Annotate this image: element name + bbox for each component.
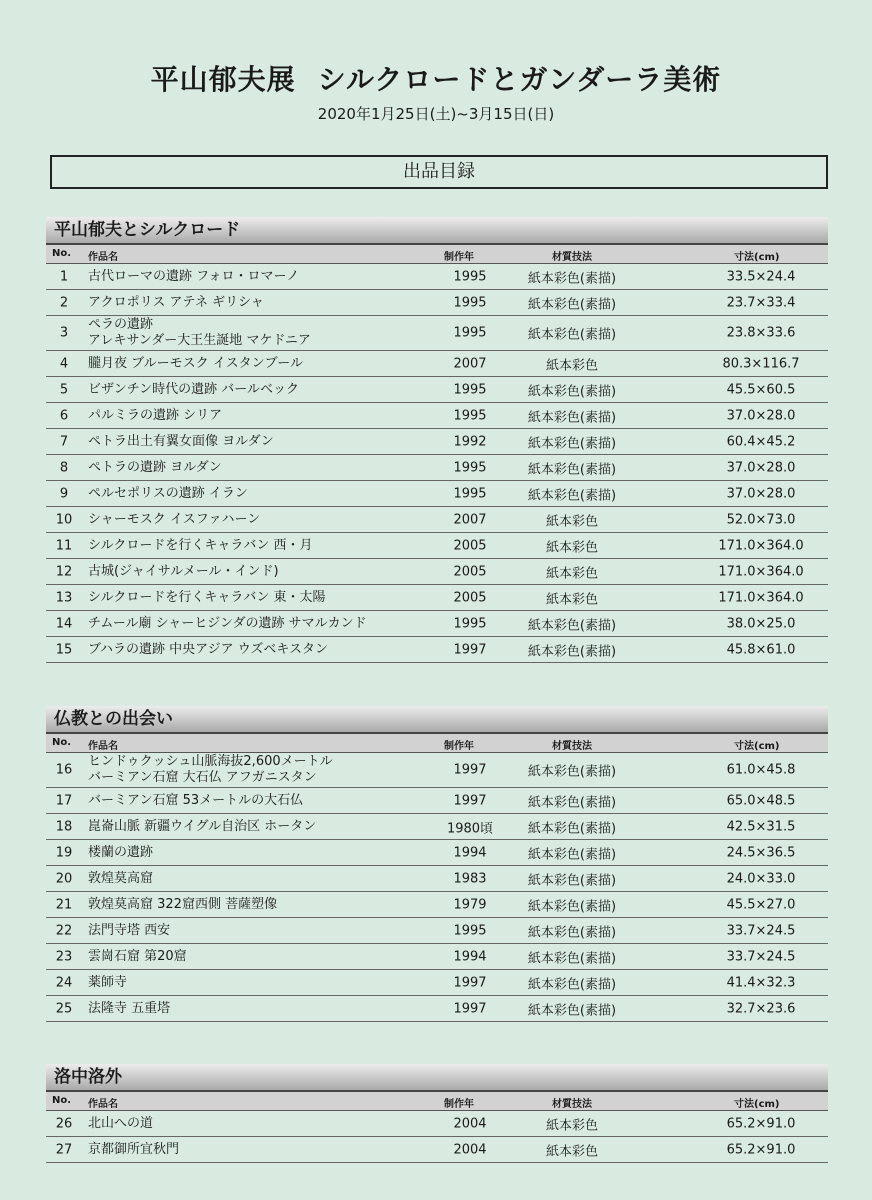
item-medium: 紙本彩色(素描) — [527, 618, 617, 633]
item-size: 171.0×364.0 — [718, 538, 804, 553]
item-size: 65.0×48.5 — [726, 793, 796, 808]
item-size: 24.5×36.5 — [726, 845, 796, 860]
item-year: 1995 — [453, 486, 487, 501]
section-buddhism — [46, 706, 828, 1022]
section-heading: 洛中洛外 — [46, 1064, 828, 1092]
item-size: 37.0×28.0 — [726, 486, 796, 501]
catalog-row — [46, 753, 828, 788]
item-size: 65.2×91.0 — [726, 1142, 796, 1157]
item-size: 171.0×364.0 — [718, 564, 804, 579]
item-year: 1994 — [453, 949, 487, 964]
item-year: 1995 — [453, 408, 487, 423]
item-medium: 紙本彩色 — [545, 1144, 598, 1159]
item-year: 2007 — [453, 512, 487, 527]
item-medium: 紙本彩色(素描) — [527, 436, 617, 451]
catalog-row — [46, 377, 828, 403]
item-year: 2005 — [453, 564, 487, 579]
item-number: 22 — [55, 923, 73, 938]
exhibition-dates: 2020年1月25日(土)~3月15日(日) — [317, 105, 555, 123]
item-year: 1995 — [453, 269, 487, 284]
item-number: 15 — [55, 642, 73, 657]
item-number: 26 — [55, 1116, 73, 1131]
catalog-row — [46, 788, 828, 814]
catalog-row — [46, 507, 828, 533]
item-medium: 紙本彩色(素描) — [527, 925, 617, 940]
item-year: 1980頃 — [446, 821, 494, 836]
item-number: 14 — [55, 616, 73, 631]
item-size: 171.0×364.0 — [718, 590, 804, 605]
item-size: 80.3×116.7 — [722, 356, 800, 371]
item-medium: 紙本彩色(素描) — [527, 297, 617, 312]
item-number: 25 — [55, 1001, 73, 1016]
item-title: 古代ローマの遺跡 フォロ・ロマーノ — [88, 268, 300, 284]
item-number: 8 — [59, 460, 69, 475]
catalog-row — [46, 481, 828, 507]
item-medium: 紙本彩色(素描) — [527, 899, 617, 914]
catalog-row — [46, 944, 828, 970]
catalog-row — [46, 892, 828, 918]
item-size: 41.4×32.3 — [726, 975, 796, 990]
item-medium: 紙本彩色(素描) — [527, 847, 617, 862]
column-medium: 材質技法 — [552, 741, 592, 752]
item-year: 1994 — [453, 845, 487, 860]
item-title: 北山への道 — [88, 1115, 154, 1131]
item-title: 楼蘭の遺跡 — [88, 844, 154, 860]
catalog-row — [46, 290, 828, 316]
item-medium: 紙本彩色(素描) — [527, 271, 617, 286]
item-title: 古城(ジャイサルメール・インド) — [88, 563, 279, 579]
item-number: 7 — [59, 434, 69, 449]
item-number: 27 — [55, 1142, 73, 1157]
item-number: 4 — [59, 356, 69, 371]
item-title: ペルセポリスの遺跡 イラン — [88, 485, 248, 501]
item-title: 敦煌莫高窟 — [88, 870, 154, 886]
item-number: 21 — [55, 897, 73, 912]
item-title: 薬師寺 — [88, 974, 128, 990]
item-number: 3 — [59, 325, 69, 341]
item-number: 17 — [55, 793, 73, 808]
item-year: 1992 — [453, 434, 487, 449]
item-medium: 紙本彩色(素描) — [527, 977, 617, 992]
item-title: ヒンドゥクッシュ山脈海抜2,600メートル バーミアン石窟 大石仏 アフガニスタン — [88, 754, 333, 785]
title-theme: シルクロードとガンダーラ美術 — [317, 63, 722, 96]
catalog-row — [46, 866, 828, 892]
item-medium: 紙本彩色 — [545, 514, 598, 529]
catalog-row — [46, 1111, 828, 1137]
item-title: シルクロードを行くキャラバン 西・月 — [88, 537, 313, 553]
item-medium: 紙本彩色(素描) — [527, 951, 617, 966]
item-number: 18 — [55, 819, 73, 834]
catalog-row — [46, 814, 828, 840]
item-year: 2005 — [453, 590, 487, 605]
item-medium: 紙本彩色(素描) — [527, 462, 617, 477]
item-title: シルクロードを行くキャラバン 東・太陽 — [88, 589, 326, 605]
item-number: 2 — [59, 295, 69, 310]
item-year: 1995 — [453, 325, 487, 341]
item-year: 2004 — [453, 1142, 487, 1157]
item-number: 12 — [55, 564, 73, 579]
item-size: 32.7×23.6 — [726, 1001, 796, 1016]
item-title: アクロポリス アテネ ギリシャ — [88, 294, 264, 310]
item-medium: 紙本彩色(素描) — [527, 327, 617, 343]
item-medium: 紙本彩色 — [545, 566, 598, 581]
item-size: 33.7×24.5 — [726, 949, 796, 964]
catalog-row — [46, 316, 828, 351]
item-title: ブハラの遺跡 中央アジア ウズベキスタン — [88, 641, 329, 657]
catalog-row — [46, 455, 828, 481]
item-size: 24.0×33.0 — [726, 871, 796, 886]
section-heading: 仏教との出会い — [46, 706, 828, 734]
column-size: 寸法(cm) — [734, 252, 780, 263]
column-header-row — [46, 245, 828, 264]
item-title: 法門寺塔 西安 — [88, 922, 171, 938]
column-size: 寸法(cm) — [734, 1099, 780, 1110]
column-no: No. — [52, 248, 72, 259]
exhibition-title — [0, 58, 872, 98]
column-title: 作品名 — [88, 1099, 118, 1110]
catalog-row — [46, 918, 828, 944]
column-no: No. — [52, 1095, 72, 1106]
item-size: 23.8×33.6 — [726, 325, 796, 341]
item-title: 京都御所宜秋門 — [88, 1141, 180, 1157]
column-year: 制作年 — [444, 741, 474, 752]
item-year: 1983 — [453, 871, 487, 886]
catalog-row — [46, 559, 828, 585]
item-number: 6 — [59, 408, 69, 423]
column-size: 寸法(cm) — [734, 741, 780, 752]
item-year: 1995 — [453, 382, 487, 397]
item-size: 23.7×33.4 — [726, 295, 796, 310]
item-size: 52.0×73.0 — [726, 512, 796, 527]
item-number: 1 — [59, 269, 69, 284]
item-medium: 紙本彩色(素描) — [527, 488, 617, 503]
catalog-row — [46, 996, 828, 1022]
column-title: 作品名 — [88, 252, 118, 263]
item-number: 16 — [55, 762, 73, 778]
item-year: 1997 — [453, 975, 487, 990]
item-year: 1995 — [453, 616, 487, 631]
item-number: 11 — [55, 538, 73, 553]
column-year: 制作年 — [444, 252, 474, 263]
item-medium: 紙本彩色(素描) — [527, 764, 617, 780]
column-header-row — [46, 1092, 828, 1111]
catalog-row — [46, 585, 828, 611]
item-year: 2004 — [453, 1116, 487, 1131]
catalog-row — [46, 611, 828, 637]
item-year: 1995 — [453, 923, 487, 938]
catalog-row — [46, 533, 828, 559]
item-title: 敦煌莫高窟 322窟西側 菩薩塑像 — [88, 896, 278, 912]
item-medium: 紙本彩色(素描) — [527, 1003, 617, 1018]
item-title: ビザンチン時代の遺跡 バールベック — [88, 381, 299, 397]
item-year: 2007 — [453, 356, 487, 371]
column-title: 作品名 — [88, 741, 118, 752]
item-title: ペトラ出土有翼女面像 ヨルダン — [88, 433, 274, 449]
item-title: 雲崗石窟 第20窟 — [88, 948, 187, 964]
item-size: 45.5×27.0 — [726, 897, 796, 912]
column-year: 制作年 — [444, 1099, 474, 1110]
column-header-row — [46, 734, 828, 753]
item-medium: 紙本彩色 — [545, 540, 598, 555]
catalog-row — [46, 840, 828, 866]
column-medium: 材質技法 — [552, 1099, 592, 1110]
catalog-row — [46, 970, 828, 996]
item-number: 5 — [59, 382, 69, 397]
item-year: 1997 — [453, 1001, 487, 1016]
item-year: 1995 — [453, 460, 487, 475]
item-title: 崑崙山脈 新疆ウイグル自治区 ホータン — [88, 818, 317, 834]
item-number: 19 — [55, 845, 73, 860]
item-title: パルミラの遺跡 シリア — [88, 407, 223, 423]
section-heading: 平山郁夫とシルクロード — [46, 217, 828, 245]
catalog-row — [46, 637, 828, 663]
column-medium: 材質技法 — [552, 252, 592, 263]
item-year: 1979 — [453, 897, 487, 912]
item-number: 20 — [55, 871, 73, 886]
item-title: シャーモスク イスファハーン — [88, 511, 261, 527]
item-number: 23 — [55, 949, 73, 964]
catalog-row — [46, 351, 828, 377]
item-size: 38.0×25.0 — [726, 616, 796, 631]
item-medium: 紙本彩色(素描) — [527, 795, 617, 810]
item-size: 37.0×28.0 — [726, 460, 796, 475]
column-no: No. — [52, 737, 72, 748]
title-artist: 平山郁夫展 — [150, 63, 296, 96]
item-title: 法隆寺 五重塔 — [88, 1000, 171, 1016]
item-medium: 紙本彩色 — [545, 592, 598, 607]
item-title: ペラの遺跡 アレキサンダー大王生誕地 マケドニア — [88, 317, 311, 348]
item-size: 45.8×61.0 — [726, 642, 796, 657]
item-medium: 紙本彩色(素描) — [527, 873, 617, 888]
item-medium: 紙本彩色(素描) — [527, 821, 617, 836]
catalog-heading: 出品目録 — [50, 155, 828, 189]
item-year: 1995 — [453, 295, 487, 310]
item-size: 33.7×24.5 — [726, 923, 796, 938]
catalog-row — [46, 403, 828, 429]
item-title: 朧月夜 ブルーモスク イスタンブール — [88, 355, 303, 371]
item-number: 24 — [55, 975, 73, 990]
item-size: 33.5×24.4 — [726, 269, 796, 284]
item-medium: 紙本彩色 — [545, 358, 598, 373]
catalog-row — [46, 264, 828, 290]
item-number: 13 — [55, 590, 73, 605]
item-medium: 紙本彩色 — [545, 1118, 598, 1133]
item-year: 1997 — [453, 642, 487, 657]
item-number: 10 — [55, 512, 73, 527]
item-year: 2005 — [453, 538, 487, 553]
item-size: 61.0×45.8 — [726, 762, 796, 778]
item-size: 45.5×60.5 — [726, 382, 796, 397]
item-title: ペトラの遺跡 ヨルダン — [88, 459, 222, 475]
item-size: 60.4×45.2 — [726, 434, 796, 449]
item-size: 42.5×31.5 — [726, 819, 796, 834]
item-medium: 紙本彩色(素描) — [527, 410, 617, 425]
item-medium: 紙本彩色(素描) — [527, 644, 617, 659]
item-size: 37.0×28.0 — [726, 408, 796, 423]
section-rakuchu-rakugai — [46, 1064, 828, 1163]
item-medium: 紙本彩色(素描) — [527, 384, 617, 399]
item-year: 1997 — [453, 793, 487, 808]
section-silkroad — [46, 217, 828, 663]
item-year: 1997 — [453, 762, 487, 778]
item-title: チムール廟 シャーヒジンダの遺跡 サマルカンド — [88, 615, 367, 631]
item-size: 65.2×91.0 — [726, 1116, 796, 1131]
catalog-row — [46, 1137, 828, 1163]
item-title: バーミアン石窟 53メートルの大石仏 — [88, 792, 304, 808]
catalog-row — [46, 429, 828, 455]
item-number: 9 — [59, 486, 69, 501]
